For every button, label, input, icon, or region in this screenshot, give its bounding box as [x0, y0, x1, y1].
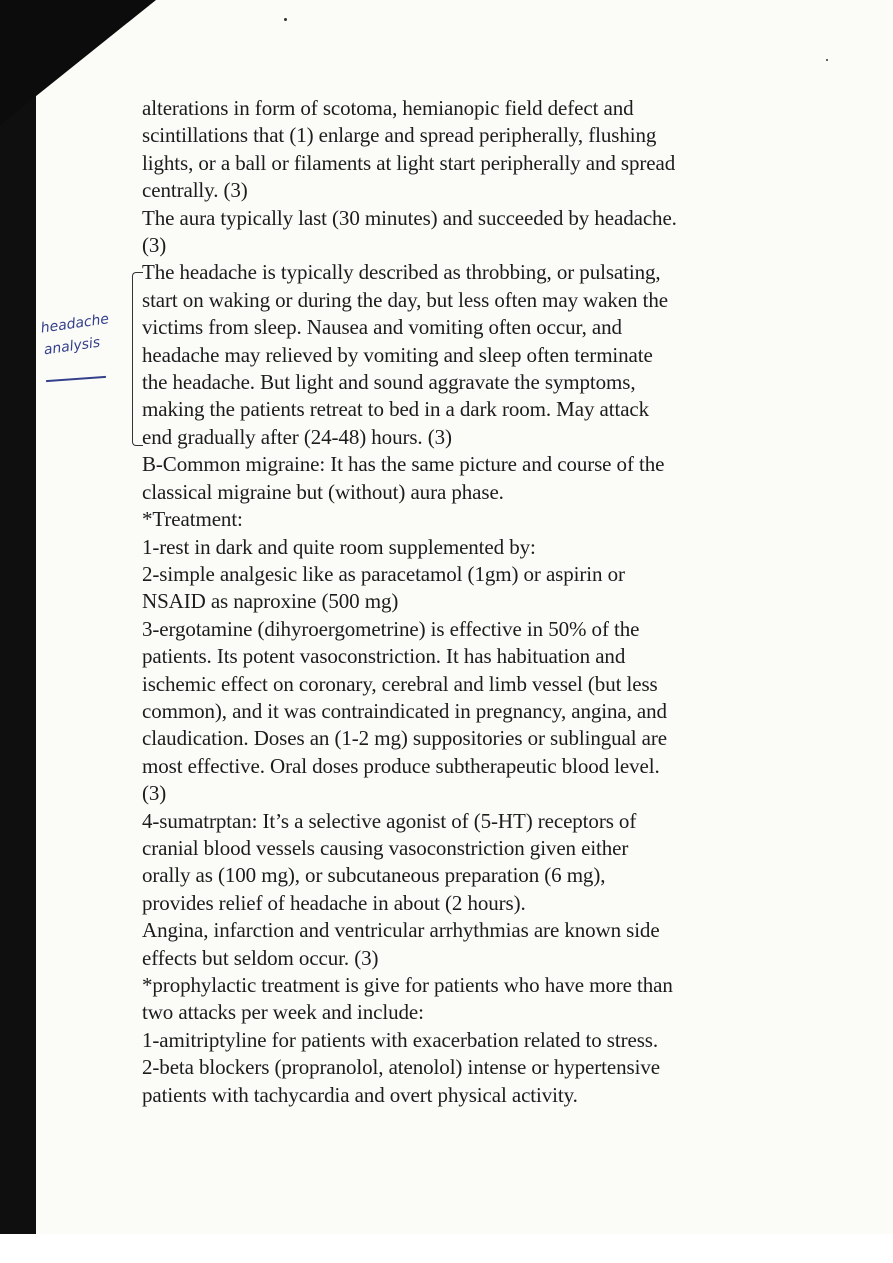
text-line: victims from sleep. Nausea and vomiting often occur, and	[142, 315, 622, 340]
text-line: classical migraine but (without) aura phase.	[142, 479, 504, 504]
treatment-item: 1-rest in dark and quite room supplemented by:	[142, 534, 536, 559]
text-line: claudication. Doses an (1-2 mg) suppositories or sublingual are	[142, 726, 667, 751]
margin-note-line: analysis	[42, 334, 102, 359]
text-line: patients with tachycardia and overt physical activity.	[142, 1082, 578, 1107]
treatment-item: 2-simple analgesic like as paracetamol (1gm) or aspirin or	[142, 561, 625, 586]
treatment-item: 3-ergotamine (dihyroergometrine) is effective in 50% of the	[142, 616, 640, 641]
text-line: two attacks per week and include:	[142, 1000, 424, 1025]
treatment-item: 4-sumatrptan: It’s a selective agonist of (5-HT) receptors of	[142, 808, 637, 833]
text-line: cranial blood vessels causing vasoconstriction given either	[142, 835, 629, 860]
text-line: centrally. (3)	[142, 178, 248, 203]
dust-speck	[284, 18, 287, 21]
scan-bottom-margin	[0, 1234, 893, 1263]
text-line: The aura typically last (30 minutes) and succeeded by headache.	[142, 205, 677, 230]
section-heading-common-migraine: B-Common migraine: It has the same picture and course of the	[142, 452, 665, 477]
scan-left-shadow	[0, 0, 36, 1234]
section-heading-treatment: *Treatment:	[142, 507, 243, 532]
text-line: headache may relieved by vomiting and sleep often terminate	[142, 342, 653, 367]
text-line: Angina, infarction and ventricular arrhythmias are known side	[142, 918, 660, 943]
text-line: NSAID as naproxine (500 mg)	[142, 589, 399, 614]
text-line: The headache is typically described as throbbing, or pulsating,	[142, 260, 661, 285]
text-line: alterations in form of scotoma, hemianopic field defect and	[142, 96, 634, 120]
section-heading-prophylactic: *prophylactic treatment is give for patients who have more than	[142, 973, 673, 997]
text-line: (3)	[142, 233, 167, 258]
text-line: effects but seldom occur. (3)	[142, 945, 379, 970]
text-line: end gradually after (24-48) hours. (3)	[142, 424, 452, 449]
text-line: provides relief of headache in about (2 hours).	[142, 890, 526, 915]
text-line: ischemic effect on coronary, cerebral and limb vessel (but less	[142, 671, 658, 696]
scan-corner-shadow	[0, 0, 156, 125]
text-line: (3)	[142, 781, 167, 806]
text-line: start on waking or during the day, but less often may waken the	[142, 287, 668, 312]
prophylactic-item: 2-beta blockers (propranolol, atenolol) intense or hypertensive	[142, 1055, 660, 1080]
text-line: most effective. Oral doses produce subtherapeutic blood level.	[142, 753, 660, 778]
text-line: orally as (100 mg), or subcutaneous preparation (6 mg),	[142, 863, 606, 888]
text-line: lights, or a ball or filaments at light start peripherally and spread	[142, 150, 676, 175]
dust-speck	[826, 59, 828, 61]
text-line: patients. Its potent vasoconstriction. It has habituation and	[142, 644, 626, 669]
text-line: the headache. But light and sound aggravate the symptoms,	[142, 370, 636, 395]
text-line: common), and it was contraindicated in pregnancy, angina, and	[142, 698, 667, 723]
text-line: scintillations that (1) enlarge and spread peripherally, flushing	[142, 123, 657, 148]
margin-note-line: headache	[39, 311, 111, 337]
prophylactic-item: 1-amitriptyline for patients with exacerbation related to stress.	[142, 1027, 658, 1052]
document-body	[142, 95, 762, 1109]
text-line: making the patients retreat to bed in a dark room. May attack	[142, 397, 650, 422]
